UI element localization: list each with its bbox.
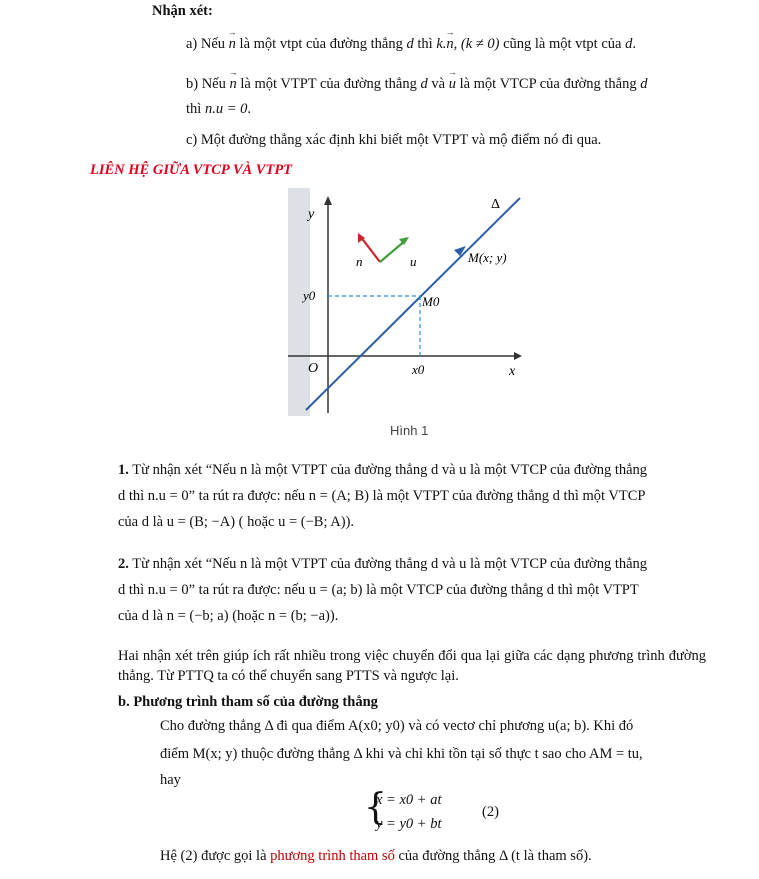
x-axis-arrow-icon <box>514 352 522 360</box>
label-m0: M0 <box>422 294 440 309</box>
label-m: M(x; y) <box>468 250 507 265</box>
equation-x: x = x0 + at <box>376 792 442 808</box>
label-delta: Δ <box>491 197 501 212</box>
item-1-line2: d thì n.u = 0” ta rút ra được: nếu n = (A; B) là một VTPT của đường thẳng d thì một VTCP <box>118 488 646 504</box>
label-x0: x0 <box>412 362 425 377</box>
section-b-title: b. Phương trình tham số của đường thẳng <box>118 694 378 710</box>
system-brace: { <box>364 787 387 828</box>
figure-svg <box>288 188 533 416</box>
remarks-title: Nhận xét: <box>152 3 213 19</box>
line-delta <box>306 198 520 410</box>
label-y: y <box>308 207 315 222</box>
remark-b-line1: b) Nếu → n là một VTPT của đường thẳng d và → u là một VTCP của đường thẳng d <box>186 76 647 93</box>
section-heading: LIÊN HỆ GIỮA VTCP VÀ VTPT <box>90 162 293 178</box>
item-1-line1: 1. Từ nhận xét “Nếu n là một VTPT của đường thẳng d và u là một VTCP của đường thẳng <box>118 462 648 478</box>
section-b-line2: điểm M(x; y) thuộc đường thẳng Δ khi và chỉ khi tồn tại số thực t sao cho AM = tu, <box>160 746 643 762</box>
remark-b-line2: thì n.u = 0. <box>186 101 251 117</box>
vector-n: → n <box>229 36 236 53</box>
y-axis-arrow-icon <box>324 196 332 205</box>
vector-n-k: → n <box>446 36 453 53</box>
item-2-line3: của d là n = (−b; a) (hoặc n = (b; −a)). <box>118 608 339 624</box>
label-x: x <box>509 364 516 379</box>
summary-paragraph: Hai nhận xét trên giúp ích rất nhiều trong việc chuyển đổi qua lại giữa các dạng phương trình đường thẳng. Từ PTTQ ta có thể chuyển sang PTTS và ngược lại. <box>118 648 706 684</box>
remark-a: a) Nếu → n là một vtpt của đường thẳng d thì k.→ n, (k ≠ 0) cũng là một vtpt của d. <box>186 36 636 53</box>
item-2-line1: 2. Từ nhận xét “Nếu n là một VTPT của đường thẳng d và u là một VTCP của đường thẳng <box>118 556 648 572</box>
section-b-final: Hệ (2) được gọi là phương trình tham số của đường thẳng Δ (t là tham số). <box>160 848 592 864</box>
figure-hinh-1 <box>288 188 533 416</box>
section-b-line3: hay <box>160 772 181 788</box>
label-y0: y0 <box>303 288 316 303</box>
label-u: u <box>410 254 417 269</box>
section-b-line1: Cho đường thẳng Δ đi qua điểm A(x0; y0) và có vectơ chỉ phương u(a; b). Khi đó <box>160 718 634 734</box>
figure-caption: Hình 1 <box>390 423 429 438</box>
equation-number: (2) <box>482 804 499 820</box>
equation-y: y = y0 + bt <box>376 816 442 832</box>
item-2-line2: d thì n.u = 0” ta rút ra được: nếu u = (a; b) là một VTCP của đường thẳng d thì một VTPT <box>118 582 639 598</box>
highlight-term: phương trình tham số <box>270 848 395 864</box>
remark-c: c) Một đường thẳng xác định khi biết một VTPT và mộ điểm nó đi qua. <box>186 132 602 148</box>
vector-n-arrow <box>360 236 380 262</box>
label-origin: O <box>308 361 319 376</box>
vector-u-arrow <box>380 240 406 262</box>
label-n: n <box>356 254 363 269</box>
item-1-line3: của d là u = (B; −A) ( hoặc u = (−B; A)). <box>118 514 355 530</box>
